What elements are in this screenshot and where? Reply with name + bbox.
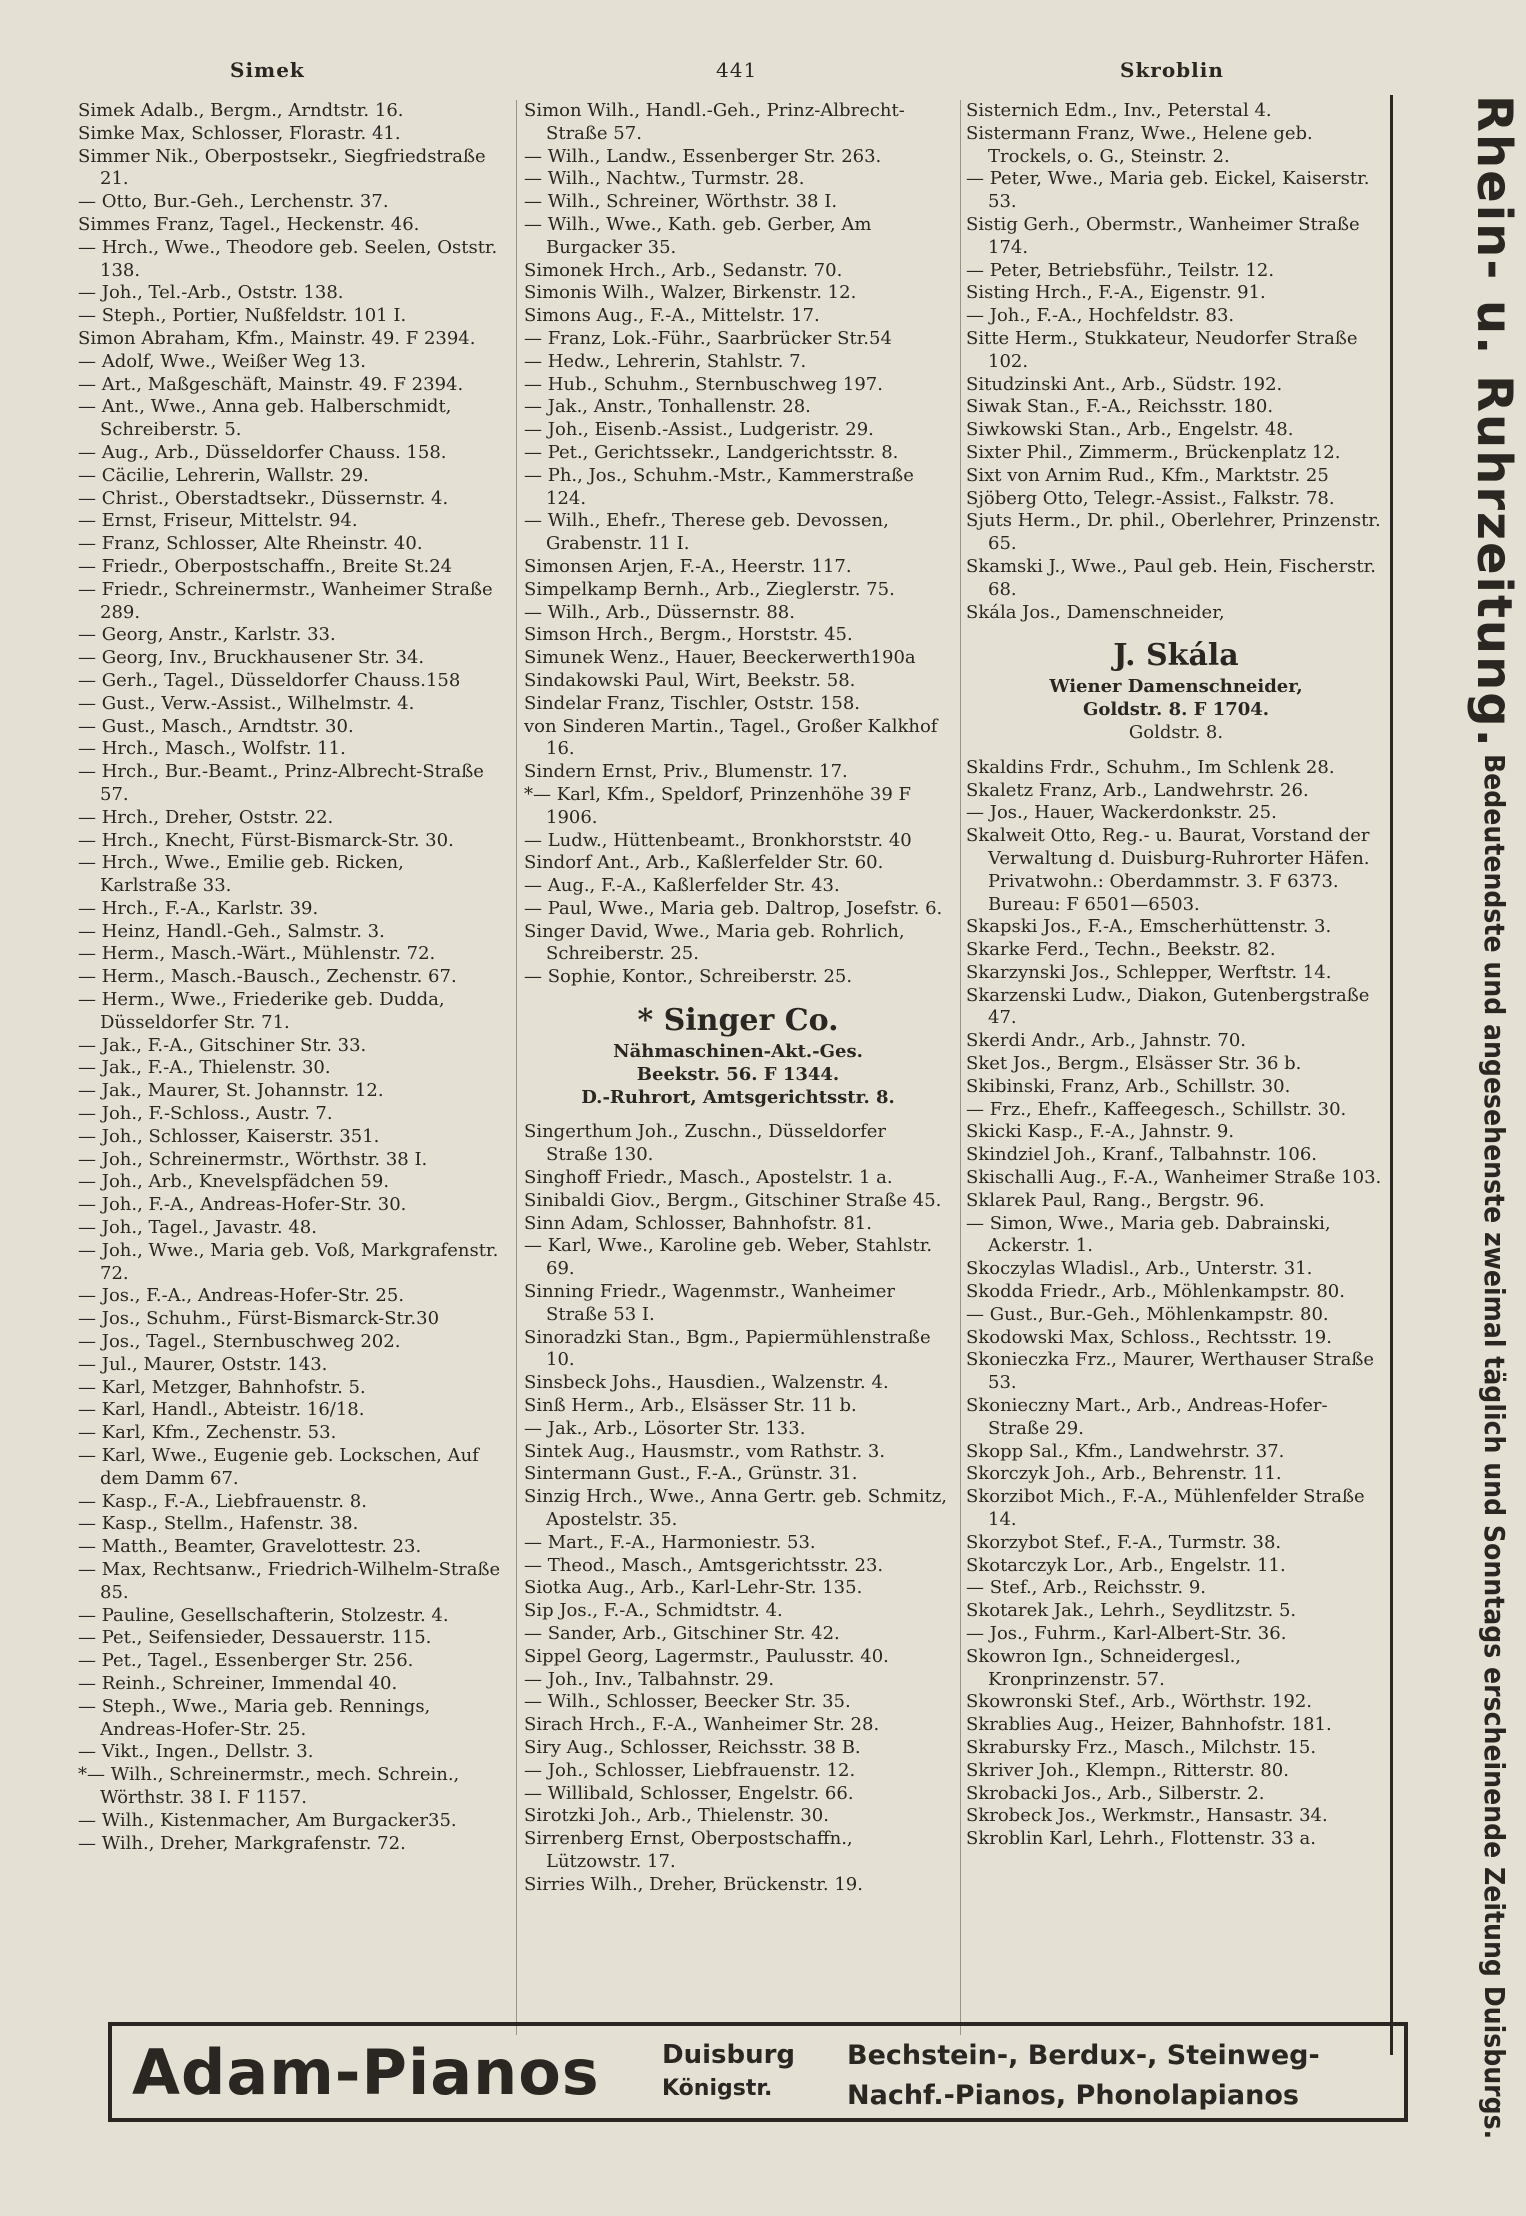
directory-entry: — Hrch., Knecht, Fürst-Bismarck-Str. 30. bbox=[78, 829, 454, 851]
directory-entry: — Joh., Wwe., Maria geb. Voß, Markgrafenstr. 72. bbox=[78, 1239, 499, 1284]
directory-entry: Skodowski Max, Schloss., Rechtsstr. 19. bbox=[966, 1326, 1332, 1348]
directory-entry: — Kasp., F.-A., Liebfrauenstr. 8. bbox=[78, 1490, 367, 1512]
directory-entry: Skibinski, Franz, Arb., Schillstr. 30. bbox=[966, 1075, 1291, 1097]
directory-entry: — Wilh., Wwe., Kath. geb. Gerber, Am Burgacker 35. bbox=[524, 213, 872, 258]
directory-entry: — Adolf, Wwe., Weißer Weg 13. bbox=[78, 350, 367, 372]
directory-entry: — Peter, Wwe., Maria geb. Eickel, Kaiserstr. 53. bbox=[966, 168, 1370, 213]
directory-entry: Skriver Joh., Klempn., Ritterstr. 80. bbox=[966, 1759, 1289, 1781]
directory-entry: Skrablies Aug., Heizer, Bahnhofstr. 181. bbox=[966, 1714, 1332, 1736]
directory-entry: — Art., Maßgeschäft, Mainstr. 49. F 2394. bbox=[78, 373, 464, 395]
directory-entry: — Simon, Wwe., Maria geb. Dabrainski, Ackerstr. 1. bbox=[966, 1212, 1331, 1257]
directory-entry: — Sophie, Kontor., Schreiberstr. 25. bbox=[524, 966, 853, 988]
directory-entry: — Joh., Schlosser, Liebfrauenstr. 12. bbox=[524, 1759, 856, 1781]
directory-entry: — Karl, Kfm., Zechenstr. 53. bbox=[78, 1422, 337, 1444]
directory-entry: Sket Jos., Bergm., Elsässer Str. 36 b. bbox=[966, 1053, 1302, 1075]
directory-entry: — Wilh., Schreiner, Wörthstr. 38 I. bbox=[524, 191, 838, 213]
directory-entry: — Joh., F.-Schloss., Austr. 7. bbox=[78, 1103, 333, 1125]
directory-entry: — Kasp., Stellm., Hafenstr. 38. bbox=[78, 1513, 359, 1535]
directory-entry: Sklarek Paul, Rang., Bergstr. 96. bbox=[966, 1189, 1265, 1211]
directory-entry: Simunek Wenz., Hauer, Beeckerwerth190a bbox=[524, 647, 916, 669]
directory-entry: Singerthum Joh., Zuschn., Düsseldorfer Straße 130. bbox=[524, 1121, 887, 1166]
singer-ad-title: * Singer Co. bbox=[637, 1003, 839, 1039]
column-2-entries-continued bbox=[524, 1121, 952, 1896]
directory-entry: — Hrch., F.-A., Karlstr. 39. bbox=[78, 897, 319, 919]
header-left: Simek bbox=[230, 58, 305, 82]
directory-entry: Siwak Stan., F.-A., Reichsstr. 180. bbox=[966, 396, 1274, 418]
column-3-entries bbox=[966, 100, 1386, 624]
piano-advert bbox=[108, 2022, 1408, 2122]
singer-ad-sub: Nähmaschinen-Akt.-Ges. bbox=[613, 1041, 863, 1063]
directory-entry: — Karl, Wwe., Eugenie geb. Lockschen, Auf dem Damm 67. bbox=[78, 1445, 479, 1489]
directory-entry: — Herm., Masch.-Wärt., Mühlenstr. 72. bbox=[78, 943, 436, 965]
directory-entry: — Jos., Hauer, Wackerdonkstr. 25. bbox=[966, 802, 1277, 824]
directory-entry: Sirries Wilh., Dreher, Brückenstr. 19. bbox=[524, 1873, 863, 1895]
directory-entry: Skrobeck Jos., Werkmstr., Hansastr. 34. bbox=[966, 1805, 1328, 1827]
directory-entry: Skamski J., Wwe., Paul geb. Hein, Fischerstr. 68. bbox=[966, 555, 1376, 600]
directory-entry: — Gust., Masch., Arndtstr. 30. bbox=[78, 715, 354, 737]
directory-entry: Simke Max, Schlosser, Florastr. 41. bbox=[78, 122, 401, 144]
directory-entry: Skarke Ferd., Techn., Beekstr. 82. bbox=[966, 939, 1276, 961]
directory-entry: — Cäcilie, Lehrerin, Wallstr. 29. bbox=[78, 464, 369, 486]
directory-entry: — Wilh., Ehefr., Therese geb. Devossen, Grabenstr. 11 I. bbox=[524, 510, 889, 555]
ad-line-1: Bechstein-, Berdux-, Steinweg- bbox=[847, 2040, 1320, 2071]
directory-entry: Sindern Ernst, Priv., Blumenstr. 17. bbox=[524, 761, 848, 783]
directory-entry: — Wilh., Landw., Essenberger Str. 263. bbox=[524, 145, 882, 167]
directory-entry: Simon Abraham, Kfm., Mainstr. 49. F 2394. bbox=[78, 327, 476, 349]
directory-entry: — Sander, Arb., Gitschiner Str. 42. bbox=[524, 1623, 840, 1644]
directory-entry: — Hrch., Wwe., Theodore geb. Seelen, Oststr. 138. bbox=[78, 236, 498, 281]
directory-entry: — Jos., F.-A., Andreas-Hofer-Str. 25. bbox=[78, 1285, 405, 1307]
column-divider bbox=[960, 100, 961, 2035]
directory-entry: Skaldins Frdr., Schuhm., Im Schlenk 28. bbox=[966, 756, 1335, 778]
directory-entry: — Hrch., Dreher, Oststr. 22. bbox=[78, 806, 334, 828]
column-3-entries-continued bbox=[966, 757, 1386, 1851]
column-divider bbox=[516, 100, 517, 2035]
directory-entry: — Franz, Lok.-Führ., Saarbrücker Str.54 bbox=[524, 327, 892, 349]
directory-entry: Sjuts Herm., Dr. phil., Oberlehrer, Prinzenstr. 65. bbox=[966, 510, 1381, 555]
directory-entry: — Ernst, Friseur, Mittelstr. 94. bbox=[78, 510, 358, 532]
directory-entry: Skowronski Stef., Arb., Wörthstr. 192. bbox=[966, 1691, 1312, 1713]
directory-entry: Skorczyk Joh., Arb., Behrenstr. 11. bbox=[966, 1463, 1282, 1485]
directory-entry: Skorzibot Mich., F.-A., Mühlenfelder Straße 14. bbox=[966, 1486, 1365, 1531]
directory-entry: — Ph., Jos., Schuhm.-Mstr., Kammerstraße 124. bbox=[524, 464, 914, 509]
directory-entry: *— Wilh., Schreinermstr., mech. Schrein., Wörthstr. 38 I. F 1157. bbox=[78, 1764, 460, 1808]
directory-entry: Sisting Hrch., F.-A., Eigenstr. 91. bbox=[966, 282, 1266, 304]
sidebar-title: Rhein- u. Ruhrzeitung. bbox=[1466, 95, 1522, 749]
directory-entry: Sitte Herm., Stukkateur, Neudorfer Straße 102. bbox=[966, 327, 1358, 372]
sidebar-advert bbox=[1466, 95, 1522, 2139]
directory-entry: — Joh., Inv., Talbahnstr. 29. bbox=[524, 1668, 775, 1690]
directory-entry: — Pet., Gerichtssekr., Landgerichtsstr. 8. bbox=[524, 441, 899, 463]
directory-entry: Skalweit Otto, Reg.- u. Baurat, Vorstand der Verwaltung d. Duisburg-Ruhrorter Häfen. Privatwohn.: Oberdammstr. 3. F 6373. Bureau: F 6501—6503. bbox=[966, 825, 1370, 915]
directory-entry: Sinsbeck Johs., Hausdien., Walzenstr. 4. bbox=[524, 1372, 889, 1394]
directory-entry: Skischalli Aug., F.-A., Wanheimer Straße 103. bbox=[966, 1167, 1382, 1189]
directory-entry: Situdzinski Ant., Arb., Südstr. 192. bbox=[966, 373, 1283, 395]
directory-entry: Skroblin Karl, Lehrh., Flottenstr. 33 a. bbox=[966, 1828, 1316, 1850]
directory-entry: — Pet., Tagel., Essenberger Str. 256. bbox=[78, 1650, 414, 1672]
directory-entry: Skonieczka Frz., Maurer, Werthauser Straße 53. bbox=[966, 1349, 1375, 1394]
directory-entry: — Joh., Schreinermstr., Wörthstr. 38 I. bbox=[78, 1148, 428, 1170]
directory-entry: — Gust., Verw.-Assist., Wilhelmstr. 4. bbox=[78, 692, 415, 714]
directory-entry: Skapski Jos., F.-A., Emscherhüttenstr. 3. bbox=[966, 916, 1332, 938]
directory-entry: Skrabursky Frz., Masch., Milchstr. 15. bbox=[966, 1736, 1317, 1758]
ad-brand: Adam-Pianos bbox=[132, 2036, 600, 2109]
directory-entry: — Herm., Masch.-Bausch., Zechenstr. 67. bbox=[78, 966, 457, 988]
directory-entry: — Wilh., Nachtw., Turmstr. 28. bbox=[524, 168, 805, 190]
directory-entry: — Joh., Arb., Knevelspfädchen 59. bbox=[78, 1171, 390, 1193]
directory-entry: Sjöberg Otto, Telegr.-Assist., Falkstr. 78. bbox=[966, 487, 1335, 509]
directory-entry: Skorzybot Stef., F.-A., Turmstr. 38. bbox=[966, 1531, 1282, 1553]
directory-entry: — Pauline, Gesellschafterin, Stolzestr. 4. bbox=[78, 1604, 449, 1626]
directory-entry: — Paul, Wwe., Maria geb. Daltrop, Josefstr. 6. bbox=[524, 897, 943, 919]
directory-entry: Sinzig Hrch., Wwe., Anna Gertr. geb. Schmitz, Apostelstr. 35. bbox=[524, 1486, 948, 1531]
directory-entry: — Jul., Maurer, Oststr. 143. bbox=[78, 1353, 328, 1375]
directory-entry: Simmes Franz, Tagel., Heckenstr. 46. bbox=[78, 213, 420, 235]
directory-entry: — Christ., Oberstadtsekr., Düssernstr. 4. bbox=[78, 487, 449, 509]
directory-entry: Simmer Nik., Oberpostsekr., Siegfriedstraße 21. bbox=[78, 145, 486, 190]
directory-entry: — Jos., Tagel., Sternbuschweg 202. bbox=[78, 1331, 401, 1353]
directory-entry: — Karl, Wwe., Karoline geb. Weber, Stahlstr. 69. bbox=[524, 1235, 933, 1280]
directory-entry: Sintek Aug., Hausmstr., vom Rathstr. 3. bbox=[524, 1440, 886, 1462]
directory-entry: Sinoradzki Stan., Bgm., Papiermühlenstraße 10. bbox=[524, 1326, 931, 1371]
directory-entry: Sixter Phil., Zimmerm., Brückenplatz 12. bbox=[966, 441, 1341, 463]
directory-entry: Skotarczyk Lor., Arb., Engelstr. 11. bbox=[966, 1554, 1286, 1576]
page-number: 441 bbox=[716, 58, 758, 82]
directory-entry: Sindakowski Paul, Wirt, Beekstr. 58. bbox=[524, 669, 856, 691]
directory-entry: — Hrch., Bur.-Beamt., Prinz-Albrecht-Straße 57. bbox=[78, 761, 484, 805]
directory-entry: — Joh., F.-A., Hochfeldstr. 83. bbox=[966, 305, 1235, 327]
directory-entry: Simek Adalb., Bergm., Arndtstr. 16. bbox=[78, 100, 404, 121]
directory-entry: Simpelkamp Bernh., Arb., Zieglerstr. 75. bbox=[524, 578, 895, 600]
directory-entry: Skrobacki Jos., Arb., Silberstr. 2. bbox=[966, 1782, 1265, 1804]
directory-entry: Skotarek Jak., Lehrh., Seydlitzstr. 5. bbox=[966, 1600, 1297, 1622]
directory-entry: — Willibald, Schlosser, Engelstr. 66. bbox=[524, 1782, 854, 1804]
directory-entry: — Wilh., Schlosser, Beecker Str. 35. bbox=[524, 1691, 851, 1713]
directory-entry: — Jak., F.-A., Gitschiner Str. 33. bbox=[78, 1034, 367, 1056]
directory-entry: — Vikt., Ingen., Dellstr. 3. bbox=[78, 1741, 314, 1763]
directory-entry: Singhoff Friedr., Masch., Apostelstr. 1 a. bbox=[524, 1167, 893, 1189]
directory-entry: Simonsen Arjen, F.-A., Heerstr. 117. bbox=[524, 555, 852, 577]
directory-entry: Sinß Herm., Arb., Elsässer Str. 11 b. bbox=[524, 1395, 857, 1417]
directory-entry: — Steph., Portier, Nußfeldstr. 101 I. bbox=[78, 305, 407, 327]
directory-entry: — Otto, Bur.-Geh., Lerchenstr. 37. bbox=[78, 191, 389, 213]
ad-line-2: Nachf.-Pianos, Phonolapianos bbox=[847, 2080, 1299, 2111]
directory-entry: Skerdi Andr., Arb., Jahnstr. 70. bbox=[966, 1030, 1246, 1052]
directory-entry: — Theod., Masch., Amtsgerichtsstr. 23. bbox=[524, 1554, 884, 1576]
directory-entry: — Hrch., Wwe., Emilie geb. Ricken, Karlstraße 33. bbox=[78, 852, 404, 897]
directory-entry: — Hub., Schuhm., Sternbuschweg 197. bbox=[524, 373, 883, 395]
directory-entry: — Pet., Seifensieder, Dessauerstr. 115. bbox=[78, 1627, 432, 1649]
directory-entry: Simonis Wilh., Walzer, Birkenstr. 12. bbox=[524, 282, 857, 304]
directory-entry: Skodda Friedr., Arb., Möhlenkampstr. 80. bbox=[966, 1281, 1345, 1303]
directory-entry: Sip Jos., F.-A., Schmidtstr. 4. bbox=[524, 1600, 783, 1622]
directory-entry: — Friedr., Schreinermstr., Wanheimer Straße 289. bbox=[78, 578, 493, 623]
directory-entry: Sinibaldi Giov., Bergm., Gitschiner Straße 45. bbox=[524, 1189, 942, 1211]
singer-ad-address: Beekstr. 56. F 1344. bbox=[636, 1063, 840, 1085]
directory-entry: Sirrenberg Ernst, Oberpostschaffn., Lützowstr. 17. bbox=[524, 1828, 853, 1872]
directory-entry: — Georg, Inv., Bruckhausener Str. 34. bbox=[78, 647, 425, 669]
directory-entry: — Max, Rechtsanw., Friedrich-Wilhelm-Straße 85. bbox=[78, 1559, 501, 1603]
directory-entry: Skindziel Joh., Kranf., Talbahnstr. 106. bbox=[966, 1144, 1318, 1166]
directory-entry: Skaletz Franz, Arb., Landwehrstr. 26. bbox=[966, 779, 1309, 801]
directory-entry: Sistig Gerh., Obermstr., Wanheimer Straße 174. bbox=[966, 213, 1360, 258]
directory-entry: Sirach Hrch., F.-A., Wanheimer Str. 28. bbox=[524, 1714, 880, 1736]
directory-entry: — Peter, Betriebsführ., Teilstr. 12. bbox=[966, 259, 1275, 281]
directory-entry: — Aug., Arb., Düsseldorfer Chauss. 158. bbox=[78, 441, 447, 463]
directory-entry: — Reinh., Schreiner, Immendal 40. bbox=[78, 1672, 398, 1694]
directory-entry: Simons Aug., F.-A., Mittelstr. 17. bbox=[524, 305, 820, 327]
directory-entry: Skarzynski Jos., Schlepper, Werftstr. 14. bbox=[966, 961, 1332, 983]
directory-entry: Sindorf Ant., Arb., Kaßlerfelder Str. 60. bbox=[524, 852, 884, 874]
column-2-entries bbox=[524, 100, 952, 989]
ad-street: Königstr. bbox=[662, 2076, 773, 2101]
column-2 bbox=[524, 100, 952, 1897]
directory-entry: Sippel Georg, Lagermstr., Paulusstr. 40. bbox=[524, 1645, 889, 1667]
directory-entry: Skála Jos., Damenschneider, bbox=[966, 601, 1225, 623]
directory-entry: — Jos., Schuhm., Fürst-Bismarck-Str.30 bbox=[78, 1308, 440, 1330]
directory-entry: — Joh., F.-A., Andreas-Hofer-Str. 30. bbox=[78, 1194, 407, 1216]
directory-entry: — Karl, Handl., Abteistr. 16/18. bbox=[78, 1399, 365, 1421]
column-3 bbox=[966, 100, 1386, 1851]
directory-entry: — Joh., Eisenb.-Assist., Ludgeristr. 29. bbox=[524, 419, 874, 441]
directory-entry: — Matth., Beamter, Gravelottestr. 23. bbox=[78, 1536, 422, 1558]
directory-entry: — Joh., Schlosser, Kaiserstr. 351. bbox=[78, 1125, 380, 1147]
column-1 bbox=[78, 100, 506, 1855]
directory-entry: Simson Hrch., Bergm., Horststr. 45. bbox=[524, 624, 853, 646]
directory-entry: Simon Wilh., Handl.-Geh., Prinz-Albrecht-Straße 57. bbox=[524, 100, 905, 144]
directory-entry: — Mart., F.-A., Harmoniestr. 53. bbox=[524, 1531, 816, 1553]
directory-entry: — Wilh., Kistenmacher, Am Burgacker35. bbox=[78, 1809, 457, 1831]
directory-entry: Sindelar Franz, Tischler, Oststr. 158. bbox=[524, 692, 861, 714]
directory-entry: — Jos., Fuhrm., Karl-Albert-Str. 36. bbox=[966, 1623, 1287, 1644]
directory-entry: Sistermann Franz, Wwe., Helene geb. Trockels, o. G., Steinstr. 2. bbox=[966, 122, 1313, 167]
skala-ad-extra: Goldstr. 8. bbox=[1128, 721, 1224, 743]
directory-entry: — Franz, Schlosser, Alte Rheinstr. 40. bbox=[78, 533, 423, 555]
skala-ad-name: J. Skála bbox=[1113, 638, 1239, 674]
singer-ad-branch: D.-Ruhrort, Amtsgerichtsstr. 8. bbox=[581, 1086, 895, 1108]
directory-entry: Sisternich Edm., Inv., Peterstal 4. bbox=[966, 100, 1272, 121]
directory-entry: — Hrch., Masch., Wolfstr. 11. bbox=[78, 738, 346, 760]
directory-entry: Skonieczny Mart., Arb., Andreas-Hofer-Straße 29. bbox=[966, 1395, 1328, 1439]
skala-ad-sub: Wiener Damenschneider, bbox=[1049, 676, 1303, 698]
directory-entry: — Heinz, Handl.-Geh., Salmstr. 3. bbox=[78, 920, 385, 942]
skala-ad-address: Goldstr. 8. F 1704. bbox=[1082, 699, 1270, 721]
directory-entry: Singer David, Wwe., Maria geb. Rohrlich, Schreiberstr. 25. bbox=[524, 920, 905, 965]
directory-entry: — Joh., Tagel., Javastr. 48. bbox=[78, 1217, 317, 1239]
directory-entry: — Jak., Anstr., Tonhallenstr. 28. bbox=[524, 396, 811, 418]
directory-entry: *— Karl, Kfm., Speldorf, Prinzenhöhe 39 F 1906. bbox=[524, 783, 912, 828]
directory-entry: — Jak., F.-A., Thielenstr. 30. bbox=[78, 1057, 331, 1079]
directory-entry: — Karl, Metzger, Bahnhofstr. 5. bbox=[78, 1376, 366, 1398]
header-right: Skroblin bbox=[1120, 58, 1224, 82]
directory-entry: Skopp Sal., Kfm., Landwehrstr. 37. bbox=[966, 1440, 1285, 1462]
directory-entry: — Herm., Wwe., Friederike geb. Dudda, Düsseldorfer Str. 71. bbox=[78, 989, 445, 1033]
ad-city: Duisburg bbox=[662, 2040, 796, 2070]
directory-entry: von Sinderen Martin., Tagel., Großer Kalkhof 16. bbox=[524, 715, 938, 760]
directory-entry: Siry Aug., Schlosser, Reichsstr. 38 B. bbox=[524, 1736, 861, 1758]
directory-entry: — Ant., Wwe., Anna geb. Halberschmidt, Schreiberstr. 5. bbox=[78, 396, 452, 441]
directory-entry: Sinning Friedr., Wagenmstr., Wanheimer Straße 53 I. bbox=[524, 1281, 896, 1325]
directory-entry: — Georg, Anstr., Karlstr. 33. bbox=[78, 624, 336, 646]
directory-entry: Siotka Aug., Arb., Karl-Lehr-Str. 135. bbox=[524, 1577, 863, 1599]
directory-entry: — Gerh., Tagel., Düsseldorfer Chauss.158 bbox=[78, 669, 461, 691]
directory-entry: Siwkowski Stan., Arb., Engelstr. 48. bbox=[966, 419, 1294, 441]
sidebar-tagline: Bedeutendste und angesehenste zweimal täglich und Sonntags erscheinende Zeitung Duisburgs. bbox=[1478, 753, 1511, 2140]
directory-entry: Sirotzki Joh., Arb., Thielenstr. 30. bbox=[524, 1805, 829, 1827]
directory-entry: Skowron Ign., Schneidergesl., Kronprinzenstr. 57. bbox=[966, 1645, 1242, 1690]
directory-entry: — Jak., Arb., Lösorter Str. 133. bbox=[524, 1417, 806, 1439]
directory-entry: — Wilh., Arb., Düssernstr. 88. bbox=[524, 601, 795, 623]
directory-entry: — Aug., F.-A., Kaßlerfelder Str. 43. bbox=[524, 875, 840, 897]
directory-entry: — Hedw., Lehrerin, Stahlstr. 7. bbox=[524, 350, 807, 372]
directory-entry: Sinn Adam, Schlosser, Bahnhofstr. 81. bbox=[524, 1212, 872, 1234]
directory-entry: Skarzenski Ludw., Diakon, Gutenbergstraße 47. bbox=[966, 984, 1370, 1029]
directory-entry: — Gust., Bur.-Geh., Möhlenkampstr. 80. bbox=[966, 1303, 1329, 1325]
directory-entry: — Stef., Arb., Reichsstr. 9. bbox=[966, 1577, 1207, 1599]
directory-entry: Sixt von Arnim Rud., Kfm., Marktstr. 25 bbox=[966, 464, 1329, 486]
directory-entry: — Ludw., Hüttenbeamt., Bronkhorststr. 40 bbox=[524, 829, 912, 851]
directory-entry: — Jak., Maurer, St. Johannstr. 12. bbox=[78, 1080, 384, 1102]
directory-entry: Simonek Hrch., Arb., Sedanstr. 70. bbox=[524, 259, 843, 281]
directory-entry: Sintermann Gust., F.-A., Grünstr. 31. bbox=[524, 1463, 858, 1485]
directory-entry: — Steph., Wwe., Maria geb. Rennings, Andreas-Hofer-Str. 25. bbox=[78, 1695, 431, 1740]
directory-entry: Skoczylas Wladisl., Arb., Unterstr. 31. bbox=[966, 1258, 1313, 1280]
directory-entry: — Wilh., Dreher, Markgrafenstr. 72. bbox=[78, 1832, 406, 1854]
directory-entry: — Frz., Ehefr., Kaffeegesch., Schillstr. 30. bbox=[966, 1098, 1347, 1120]
directory-entry: — Friedr., Oberpostschaffn., Breite St.24 bbox=[78, 555, 453, 577]
directory-entry: Skicki Kasp., F.-A., Jahnstr. 9. bbox=[966, 1121, 1235, 1143]
directory-entry: — Joh., Tel.-Arb., Oststr. 138. bbox=[78, 282, 344, 304]
